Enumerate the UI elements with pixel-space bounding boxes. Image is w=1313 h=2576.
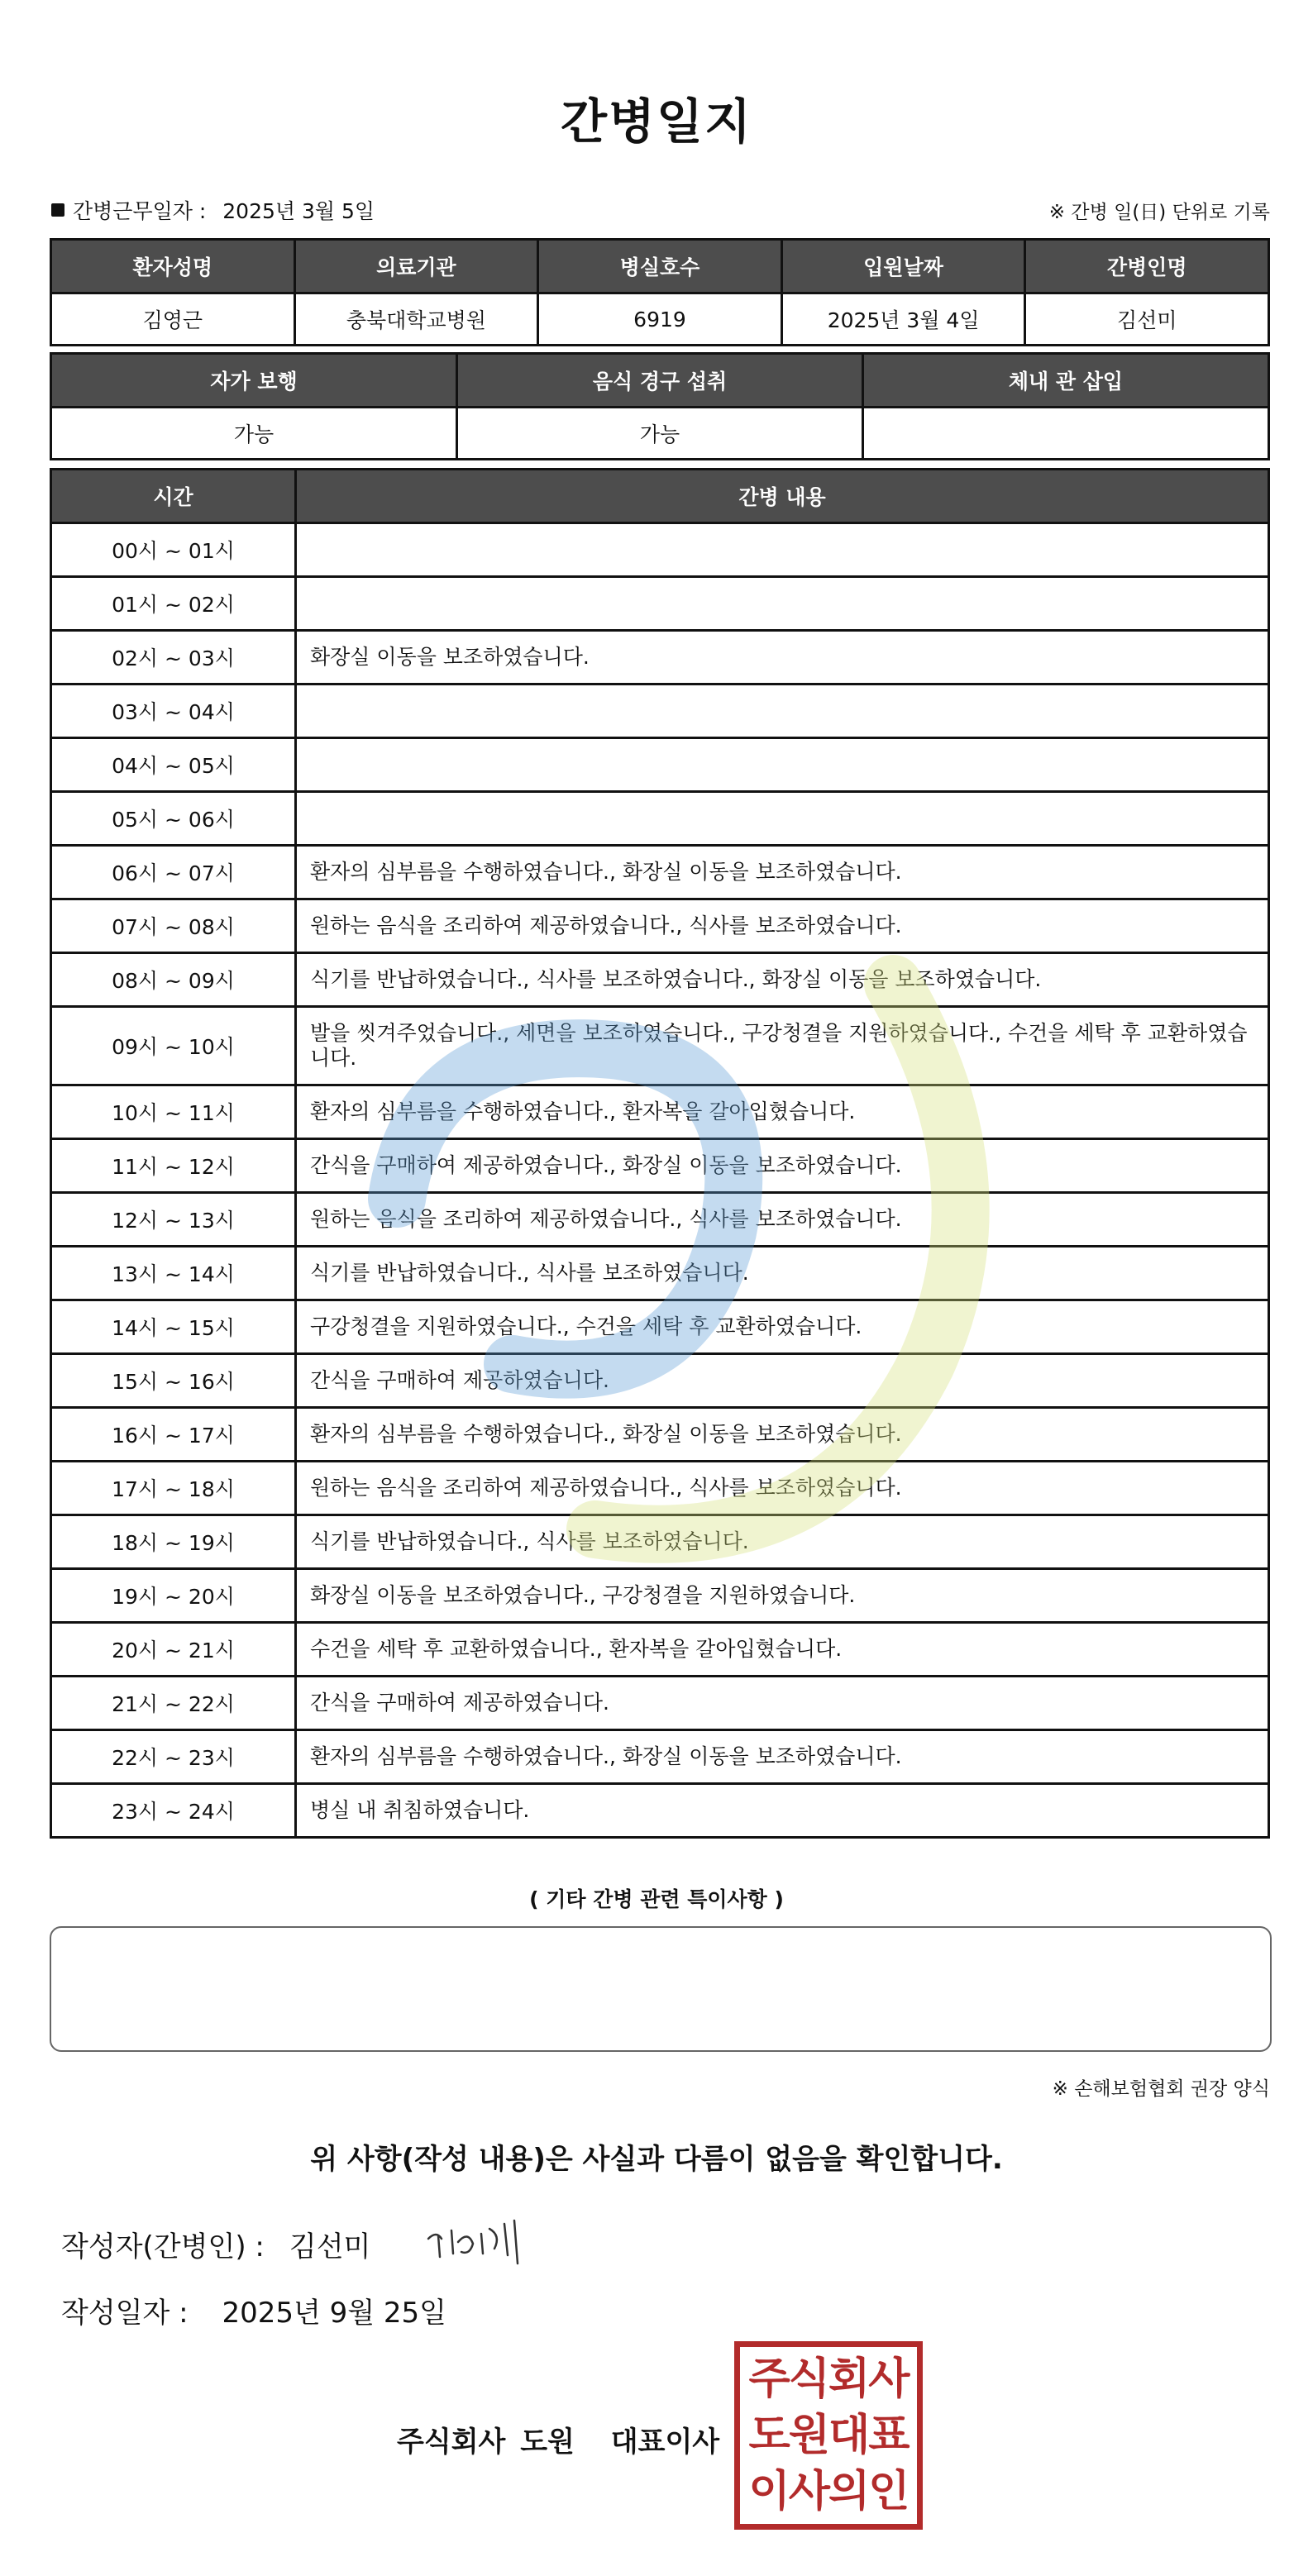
company-name: 주식회사 도원 [397, 2426, 575, 2459]
log-content: 화장실 이동을 보조하였습니다. [296, 631, 1269, 685]
status-header-row [51, 354, 1269, 408]
room-number: 6919 [538, 293, 782, 346]
log-content: 환자의 심부름을 수행하였습니다., 화장실 이동을 보조하였습니다. [296, 1730, 1269, 1784]
hospital: 충북대학교병원 [294, 293, 538, 346]
written-date-row [61, 2290, 446, 2330]
table-row [51, 1139, 1269, 1193]
log-time: 22시 ~ 23시 [51, 1730, 296, 1784]
header-room-number: 병실호수 [538, 240, 782, 293]
confirmation-statement: 위 사항(작성 내용)은 사실과 다름이 없음을 확인합니다. [310, 2143, 1003, 2176]
table-row [51, 1569, 1269, 1623]
company-seal-stamp [734, 2341, 923, 2530]
log-content: 원하는 음식을 조리하여 제공하였습니다., 식사를 보조하였습니다. [296, 1462, 1269, 1515]
table-row [51, 1730, 1269, 1784]
log-time: 10시 ~ 11시 [51, 1085, 296, 1139]
log-header-row [51, 470, 1269, 523]
status-value-row [51, 408, 1269, 460]
company-signature-line [397, 2419, 719, 2459]
log-time: 03시 ~ 04시 [51, 685, 296, 738]
log-content: 원하는 음식을 조리하여 제공하였습니다., 식사를 보조하였습니다. [296, 899, 1269, 953]
log-content: 간식을 구매하여 제공하였습니다., 화장실 이동을 보조하였습니다. [296, 1139, 1269, 1193]
log-content: 식기를 반납하였습니다., 식사를 보조하였습니다. [296, 1515, 1269, 1569]
log-time: 15시 ~ 16시 [51, 1354, 296, 1408]
header-care-content: 간병 내용 [296, 470, 1269, 523]
form-source-note: ※ 손해보험협회 권장 양식 [1052, 2078, 1270, 2100]
header-time: 시간 [51, 470, 296, 523]
log-time: 11시 ~ 12시 [51, 1139, 296, 1193]
table-row [51, 846, 1269, 899]
log-content: 간식을 구매하여 제공하였습니다. [296, 1354, 1269, 1408]
log-time: 00시 ~ 01시 [51, 523, 296, 577]
special-notes-title: ( 기타 간병 관련 특이사항 ) [529, 1887, 784, 1911]
log-time: 01시 ~ 02시 [51, 577, 296, 631]
table-row [51, 1007, 1269, 1085]
work-date-value: 2025년 3월 5일 [222, 199, 375, 223]
table-row [51, 1300, 1269, 1354]
log-time: 14시 ~ 15시 [51, 1300, 296, 1354]
patient-info-table [50, 238, 1270, 346]
oral-intake-value: 가능 [457, 408, 863, 460]
table-row [51, 1354, 1269, 1408]
caregiver-name: 김선미 [1025, 293, 1269, 346]
table-row [51, 1515, 1269, 1569]
log-content [296, 685, 1269, 738]
patient-status-table [50, 352, 1270, 460]
log-time: 07시 ~ 08시 [51, 899, 296, 953]
table-row [51, 685, 1269, 738]
info-value-row [51, 293, 1269, 346]
table-row [51, 953, 1269, 1007]
writer-name: 김선미 [289, 2230, 371, 2264]
log-content: 수건을 세탁 후 교환하였습니다., 환자복을 갈아입혔습니다. [296, 1623, 1269, 1677]
written-date-label: 작성일자 : [61, 2297, 189, 2330]
log-time: 04시 ~ 05시 [51, 738, 296, 792]
log-time: 17시 ~ 18시 [51, 1462, 296, 1515]
log-time: 16시 ~ 17시 [51, 1408, 296, 1462]
header-self-walking: 자가 보행 [51, 354, 457, 408]
admission-date: 2025년 3월 4일 [781, 293, 1025, 346]
header-admission-date: 입원날짜 [781, 240, 1025, 293]
log-content: 구강청결을 지원하였습니다., 수건을 세탁 후 교환하였습니다. [296, 1300, 1269, 1354]
company-representative: 대표이사 [610, 2426, 720, 2459]
log-content [296, 738, 1269, 792]
table-row [51, 631, 1269, 685]
log-time: 21시 ~ 22시 [51, 1677, 296, 1730]
self-walking-value: 가능 [51, 408, 457, 460]
table-row [51, 1623, 1269, 1677]
log-time: 05시 ~ 06시 [51, 792, 296, 846]
table-row [51, 899, 1269, 953]
log-content: 화장실 이동을 보조하였습니다., 구강청결을 지원하였습니다. [296, 1569, 1269, 1623]
header-caregiver-name: 간병인명 [1025, 240, 1269, 293]
seal-line-3: 이사의인 [748, 2466, 909, 2516]
written-date-value: 2025년 9월 25일 [222, 2297, 447, 2330]
table-row [51, 738, 1269, 792]
log-content [296, 523, 1269, 577]
tube-insertion-value [863, 408, 1269, 460]
log-time: 06시 ~ 07시 [51, 846, 296, 899]
table-row [51, 792, 1269, 846]
header-tube-insertion: 체내 관 삽입 [863, 354, 1269, 408]
table-row [51, 1085, 1269, 1139]
writer-label: 작성자(간병인) : [61, 2230, 265, 2264]
work-date [51, 195, 375, 225]
log-time: 12시 ~ 13시 [51, 1193, 296, 1247]
handwritten-signature [422, 2206, 546, 2272]
log-time: 09시 ~ 10시 [51, 1007, 296, 1085]
table-row [51, 1193, 1269, 1247]
log-content: 원하는 음식을 조리하여 제공하였습니다., 식사를 보조하였습니다. [296, 1193, 1269, 1247]
log-content: 병실 내 취침하였습니다. [296, 1784, 1269, 1838]
info-header-row [51, 240, 1269, 293]
table-row [51, 1247, 1269, 1300]
log-content [296, 577, 1269, 631]
log-time: 08시 ~ 09시 [51, 953, 296, 1007]
log-content: 간식을 구매하여 제공하였습니다. [296, 1677, 1269, 1730]
header-hospital: 의료기관 [294, 240, 538, 293]
document-title: 간병일지 [560, 93, 753, 150]
table-row [51, 1677, 1269, 1730]
header-oral-intake: 음식 경구 섭취 [457, 354, 863, 408]
log-content: 환자의 심부름을 수행하였습니다., 화장실 이동을 보조하였습니다. [296, 1408, 1269, 1462]
log-content: 식기를 반납하였습니다., 식사를 보조하였습니다. [296, 1247, 1269, 1300]
log-content: 환자의 심부름을 수행하였습니다., 환자복을 갈아입혔습니다. [296, 1085, 1269, 1139]
table-row [51, 577, 1269, 631]
unit-note: ※ 간병 일(日) 단위로 기록 [1048, 202, 1270, 223]
log-time: 23시 ~ 24시 [51, 1784, 296, 1838]
log-time: 18시 ~ 19시 [51, 1515, 296, 1569]
writer-row [61, 2224, 370, 2264]
log-time: 02시 ~ 03시 [51, 631, 296, 685]
header-patient-name: 환자성명 [51, 240, 295, 293]
table-row [51, 1408, 1269, 1462]
log-time: 20시 ~ 21시 [51, 1623, 296, 1677]
table-row [51, 523, 1269, 577]
seal-line-1: 주식회사 [748, 2354, 909, 2404]
work-date-label: 간병근무일자 : [73, 199, 207, 223]
log-content: 식기를 반납하였습니다., 식사를 보조하였습니다., 화장실 이동을 보조하였습니다. [296, 953, 1269, 1007]
bullet-square-icon [51, 203, 64, 217]
log-time: 19시 ~ 20시 [51, 1569, 296, 1623]
patient-name: 김영근 [51, 293, 295, 346]
table-row [51, 1462, 1269, 1515]
table-row [51, 1784, 1269, 1838]
special-notes-box [50, 1926, 1272, 2052]
care-log-table [50, 468, 1270, 1839]
log-content: 환자의 심부름을 수행하였습니다., 화장실 이동을 보조하였습니다. [296, 846, 1269, 899]
log-time: 13시 ~ 14시 [51, 1247, 296, 1300]
seal-line-2: 도원대표 [748, 2410, 909, 2460]
log-content [296, 792, 1269, 846]
log-content: 발을 씻겨주었습니다., 세면을 보조하였습니다., 구강청결을 지원하였습니다., 수건을 세탁 후 교환하였습니다. [296, 1007, 1269, 1085]
